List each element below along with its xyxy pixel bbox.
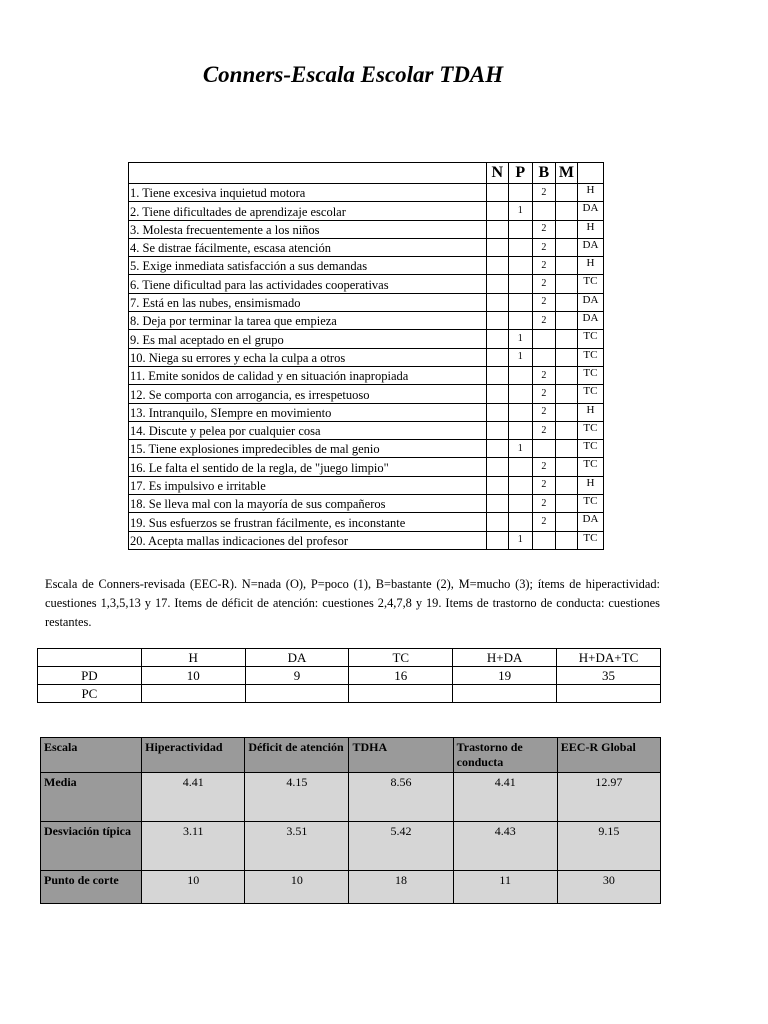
item-row: [129, 275, 604, 293]
item-score-b: [532, 202, 555, 220]
item-question: 6. Tiene dificultad para las actividades cooperativas: [129, 275, 487, 293]
item-row: [129, 184, 604, 202]
item-score-p: 1: [508, 348, 532, 366]
item-score-n: [486, 440, 508, 458]
item-question: 19. Sus esfuerzos se frustran fácilmente, es inconstante: [129, 513, 487, 531]
item-score-p: 1: [508, 531, 532, 549]
score-cell: [557, 685, 661, 703]
scale-description: Escala de Conners-revisada (EEC-R). N=nada (O), P=poco (1), B=bastante (2), M=mucho (3); ítems de hiperactividad: cuestiones 1,3,5,13 y 17. Items de déficit de atención: cuestiones 2,4,7,8 y 19. Items de trastorno de conducta: cuestiones restantes.: [45, 577, 660, 629]
item-score-m: [555, 421, 577, 439]
item-row: [129, 348, 604, 366]
item-score-m: [555, 531, 577, 549]
item-question: 2. Tiene dificultades de aprendizaje escolar: [129, 202, 487, 220]
stats-value: 4.15: [245, 773, 349, 822]
item-score-m: [555, 202, 577, 220]
item-row: [129, 330, 604, 348]
item-row: [129, 385, 604, 403]
item-score-p: [508, 238, 532, 256]
item-score-p: 1: [508, 440, 532, 458]
item-score-b: [532, 531, 555, 549]
score-cell: PC: [38, 685, 142, 703]
item-score-p: [508, 421, 532, 439]
item-question: 7. Está en las nubes, ensimismado: [129, 293, 487, 311]
item-score-p: [508, 385, 532, 403]
item-question: 16. Le falta el sentido de la regla, de "juego limpio": [129, 458, 487, 476]
score-cell: 35: [557, 667, 661, 685]
stats-value: 10: [245, 871, 349, 904]
item-score-n: [486, 476, 508, 494]
item-row: [129, 403, 604, 421]
item-score-n: [486, 403, 508, 421]
item-score-m: [555, 293, 577, 311]
item-question: 13. Intranquilo, SIempre en movimiento: [129, 403, 487, 421]
item-row: [129, 495, 604, 513]
item-category: H: [577, 220, 603, 238]
stats-value: 3.51: [245, 822, 349, 871]
item-score-m: [555, 220, 577, 238]
items-header-cell: M: [555, 163, 577, 184]
item-row: [129, 366, 604, 384]
item-question: 3. Molesta frecuentemente a los niños: [129, 220, 487, 238]
item-score-p: 1: [508, 202, 532, 220]
item-score-m: [555, 275, 577, 293]
score-cell: [453, 685, 557, 703]
item-score-p: [508, 293, 532, 311]
item-score-n: [486, 330, 508, 348]
item-score-b: 2: [532, 238, 555, 256]
item-score-m: [555, 257, 577, 275]
item-score-b: 2: [532, 421, 555, 439]
item-score-b: 2: [532, 476, 555, 494]
score-cell: [141, 685, 245, 703]
item-score-p: [508, 458, 532, 476]
item-question: 11. Emite sonidos de calidad y en situación inapropiada: [129, 366, 487, 384]
stats-value: 8.56: [349, 773, 453, 822]
item-row: [129, 312, 604, 330]
score-cell: [349, 685, 453, 703]
item-score-m: [555, 348, 577, 366]
item-score-n: [486, 293, 508, 311]
item-score-b: 2: [532, 495, 555, 513]
item-category: TC: [577, 458, 603, 476]
item-row: [129, 440, 604, 458]
item-category: DA: [577, 202, 603, 220]
item-score-m: [555, 458, 577, 476]
item-question: 10. Niega su errores y echa la culpa a otros: [129, 348, 487, 366]
item-category: DA: [577, 293, 603, 311]
score-header-cell: DA: [245, 649, 349, 667]
item-category: TC: [577, 531, 603, 549]
item-row: [129, 513, 604, 531]
stats-row-label: Punto de corte: [41, 871, 142, 904]
item-row: [129, 202, 604, 220]
stats-row: [41, 822, 661, 871]
score-cell: [245, 685, 349, 703]
score-header-cell: H+DA+TC: [557, 649, 661, 667]
stats-value: 4.41: [453, 773, 557, 822]
stats-header-cell: Trastorno de conducta: [453, 738, 557, 773]
item-score-m: [555, 385, 577, 403]
item-score-p: [508, 312, 532, 330]
item-score-n: [486, 184, 508, 202]
item-score-m: [555, 440, 577, 458]
score-table: [37, 648, 661, 703]
stats-value: 4.41: [142, 773, 245, 822]
stats-value: 4.43: [453, 822, 557, 871]
item-question: 17. Es impulsivo e irritable: [129, 476, 487, 494]
item-score-b: 2: [532, 366, 555, 384]
item-score-p: [508, 220, 532, 238]
item-category: H: [577, 257, 603, 275]
items-header-cell: [129, 163, 487, 184]
item-score-n: [486, 257, 508, 275]
item-row: [129, 238, 604, 256]
stats-row-label: Media: [41, 773, 142, 822]
items-table: [128, 162, 604, 550]
item-score-n: [486, 348, 508, 366]
item-score-p: [508, 476, 532, 494]
stats-row: [41, 773, 661, 822]
item-question: 5. Exige inmediata satisfacción a sus demandas: [129, 257, 487, 275]
stats-value: 12.97: [557, 773, 660, 822]
item-score-p: [508, 403, 532, 421]
stats-row-label: Desviación típica: [41, 822, 142, 871]
item-score-p: [508, 275, 532, 293]
items-header-cell: P: [508, 163, 532, 184]
item-category: H: [577, 403, 603, 421]
score-cell: 19: [453, 667, 557, 685]
item-score-n: [486, 513, 508, 531]
item-row: [129, 458, 604, 476]
item-score-b: 2: [532, 403, 555, 421]
item-score-n: [486, 385, 508, 403]
items-header-cell: [577, 163, 603, 184]
item-score-n: [486, 275, 508, 293]
item-score-n: [486, 421, 508, 439]
stats-value: 11: [453, 871, 557, 904]
stats-header-cell: TDHA: [349, 738, 453, 773]
item-score-b: 2: [532, 513, 555, 531]
item-score-p: [508, 366, 532, 384]
score-cell: 16: [349, 667, 453, 685]
items-header-cell: N: [486, 163, 508, 184]
item-category: DA: [577, 238, 603, 256]
items-header-cell: B: [532, 163, 555, 184]
item-category: TC: [577, 495, 603, 513]
item-score-n: [486, 495, 508, 513]
item-category: TC: [577, 366, 603, 384]
item-score-n: [486, 238, 508, 256]
item-row: [129, 220, 604, 238]
item-score-b: 2: [532, 220, 555, 238]
item-score-b: 2: [532, 257, 555, 275]
item-score-p: [508, 184, 532, 202]
item-row: [129, 257, 604, 275]
item-score-p: [508, 495, 532, 513]
item-score-m: [555, 184, 577, 202]
item-score-m: [555, 366, 577, 384]
stats-row: [41, 871, 661, 904]
item-score-m: [555, 476, 577, 494]
score-row: [38, 685, 661, 703]
item-question: 4. Se distrae fácilmente, escasa atención: [129, 238, 487, 256]
score-cell: PD: [38, 667, 142, 685]
item-score-b: [532, 440, 555, 458]
item-score-p: [508, 257, 532, 275]
stats-header-cell: Déficit de atención: [245, 738, 349, 773]
item-score-n: [486, 312, 508, 330]
stats-value: 18: [349, 871, 453, 904]
score-header-cell: H+DA: [453, 649, 557, 667]
item-score-b: [532, 348, 555, 366]
stats-table: [40, 737, 661, 904]
item-category: TC: [577, 385, 603, 403]
item-score-b: 2: [532, 275, 555, 293]
item-score-n: [486, 366, 508, 384]
item-category: H: [577, 184, 603, 202]
score-header-cell: [38, 649, 142, 667]
stats-value: 30: [557, 871, 660, 904]
score-cell: 9: [245, 667, 349, 685]
item-question: 12. Se comporta con arrogancia, es irrespetuoso: [129, 385, 487, 403]
item-score-n: [486, 202, 508, 220]
item-question: 20. Acepta mallas indicaciones del profesor: [129, 531, 487, 549]
item-score-m: [555, 238, 577, 256]
stats-header-cell: Hiperactividad: [142, 738, 245, 773]
item-score-n: [486, 220, 508, 238]
item-row: [129, 476, 604, 494]
page-title: Conners-Escala Escolar TDAH: [202, 62, 504, 87]
item-question: 8. Deja por terminar la tarea que empieza: [129, 312, 487, 330]
item-category: DA: [577, 513, 603, 531]
item-category: DA: [577, 312, 603, 330]
item-score-n: [486, 531, 508, 549]
item-category: TC: [577, 421, 603, 439]
item-score-b: 2: [532, 385, 555, 403]
items-header-row: [129, 163, 604, 184]
item-question: 18. Se lleva mal con la mayoría de sus compañeros: [129, 495, 487, 513]
score-row: [38, 667, 661, 685]
stats-header-cell: EEC-R Global: [557, 738, 660, 773]
stats-value: 9.15: [557, 822, 660, 871]
item-score-m: [555, 330, 577, 348]
item-score-p: 1: [508, 330, 532, 348]
stats-value: 5.42: [349, 822, 453, 871]
stats-value: 10: [142, 871, 245, 904]
stats-header-row: [41, 738, 661, 773]
item-score-b: [532, 330, 555, 348]
item-question: 9. Es mal aceptado en el grupo: [129, 330, 487, 348]
stats-header-cell: Escala: [41, 738, 142, 773]
item-score-b: 2: [532, 312, 555, 330]
score-header-cell: H: [141, 649, 245, 667]
item-score-m: [555, 495, 577, 513]
item-score-b: 2: [532, 293, 555, 311]
item-question: 14. Discute y pelea por cualquier cosa: [129, 421, 487, 439]
item-score-b: 2: [532, 458, 555, 476]
item-score-m: [555, 513, 577, 531]
item-category: H: [577, 476, 603, 494]
item-row: [129, 531, 604, 549]
item-score-p: [508, 513, 532, 531]
item-category: TC: [577, 348, 603, 366]
item-score-b: 2: [532, 184, 555, 202]
item-score-n: [486, 458, 508, 476]
stats-value: 3.11: [142, 822, 245, 871]
score-cell: 10: [141, 667, 245, 685]
item-question: 1. Tiene excesiva inquietud motora: [129, 184, 487, 202]
item-question: 15. Tiene explosiones impredecibles de mal genio: [129, 440, 487, 458]
item-score-m: [555, 403, 577, 421]
item-category: TC: [577, 275, 603, 293]
item-row: [129, 293, 604, 311]
item-row: [129, 421, 604, 439]
score-header-row: [38, 649, 661, 667]
item-score-m: [555, 312, 577, 330]
score-header-cell: TC: [349, 649, 453, 667]
item-category: TC: [577, 330, 603, 348]
item-category: TC: [577, 440, 603, 458]
